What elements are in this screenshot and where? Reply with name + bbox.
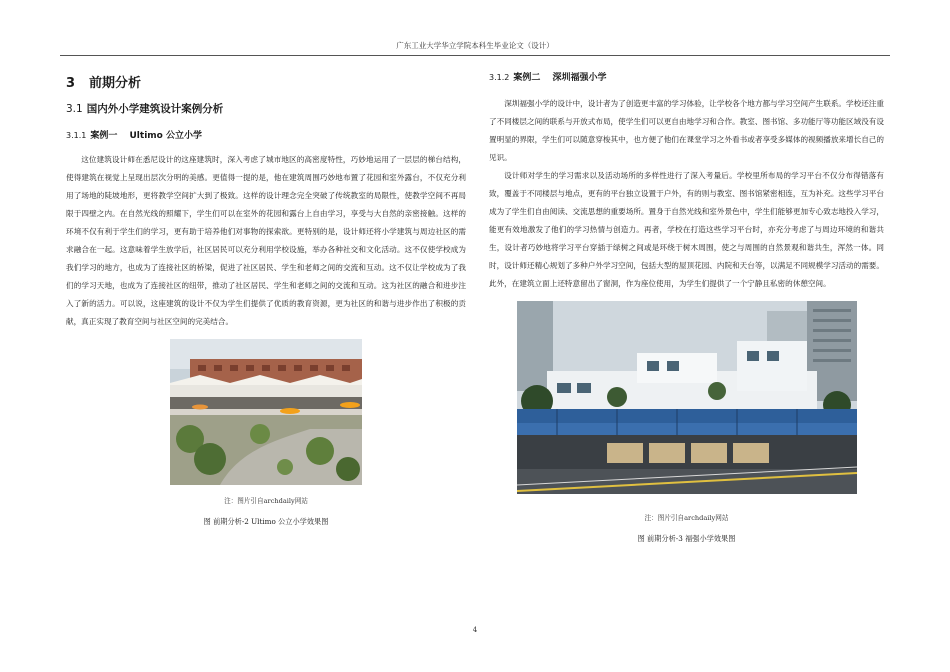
- left-column: [66, 64, 466, 527]
- chapter-heading: [66, 72, 466, 91]
- figure-caption: 图 前期分析-3 福强小学效果图: [637, 534, 736, 543]
- chapter-title: 前期分析: [89, 76, 142, 91]
- right-column: [489, 70, 884, 544]
- subsection-number: 3.1.1: [66, 131, 87, 140]
- body-paragraph: 这位建筑设计师在悉尼设计的这座建筑时，深入考虑了城市地区的高密度特性，巧妙地运用了一层层的梯台结构，使得建筑在视觉上呈现出层次分明的美感。更值得一提的是，他在建筑周围巧妙地布置了花园和室外露台，不仅充分利用了场地的陡坡地形，更将教学空间扩大到了极致。这样的设计理念完全突破了传统教室的局限性，使教学空间不再局限于四壁之内。在自然光线的照耀下，学生们可以在室外的花园和露台上自由学习，享受与大自然的亲密接触。这样的环境不仅有利于学生们的学习，更有助于培养他们对事物的探索欲。更特别的是，设计师还将小学建筑与周边社区的需求融合在一起。这意味着学生放学后，社区居民可以充分利用学校设施，举办各种社交和文化活动。这不仅使学校成为我们学习的地方，也成为了连接社区的桥梁，促进了社区居民、学生和老师之间的交流和互动。这不仅让学校成为了我们的学习天地，也成为了连接社区的纽带，推动了社区居民、学生和老师之间的交流和互动。这为社区的融合和进步注入了新的活力。可以说，这座建筑的设计不仅为学生们提供了优质的教育资源，更为社区的和谐与进步作出了积极的贡献，真正实现了教育空间与社区空间的完美结合。: [66, 155, 466, 326]
- subsection-title: 案例二 深圳福强小学: [513, 73, 607, 83]
- chapter-number: 3: [66, 76, 76, 91]
- figure-ultimo: [66, 339, 466, 527]
- page-number: 4: [472, 626, 478, 634]
- section-heading: [66, 101, 466, 116]
- subsection-number: 3.1.2: [489, 73, 510, 82]
- figure-note: 注：图片引自archdaily网站: [224, 497, 308, 505]
- figure-fuqiang: [489, 301, 884, 544]
- section-title: 国内外小学建筑设计案例分析: [86, 103, 224, 115]
- figure-caption: 图 前期分析-2 Ultimo 公立小学效果图: [203, 517, 329, 526]
- figure-note: 注：图片引自archdaily网站: [644, 514, 729, 522]
- subsection-heading-2: [489, 70, 884, 83]
- ultimo-school-photo: [170, 339, 362, 485]
- fuqiang-school-photo: [517, 301, 857, 494]
- running-header: 广东工业大学华立学院本科生毕业论文（设计）: [60, 40, 890, 56]
- section-number: 3.1: [66, 103, 83, 115]
- subsection-title: 案例一 Ultimo 公立小学: [90, 131, 202, 141]
- subsection-heading-1: [66, 128, 466, 141]
- body-paragraph-1: 深圳福强小学的设计中，设计者为了创造更丰富的学习体验，让学校各个地方都与学习空间产生联系。学校还注重了不同楼层之间的联系与开放式布局，使学生们可以更自由地学习和合作。教室、图书馆、多功能厅等功能区域没有设置明显的界限，学生们可以随意穿梭其中，也方便了他们在课堂学习之外看书或者享受多媒体的视频播放来增长自己的见识。: [489, 99, 884, 162]
- body-paragraph-2: 设计师对学生的学习需求以及活动场所的多样性进行了深入考量后。学校里所布局的学习平台不仅分布得错落有致，覆盖于不同楼层与地点，更有的平台独立设置于户外，有的则与教室、图书馆紧密相连，互为补充。这些学习平台成为了学生们自由阅读、交流思想的重要场所。置身于自然光线和室外景色中，学生们能够更加专心致志地投入学习，能更有效地激发了他们的学习热情与创造力。再者，学校在打造这些学习平台时，亦充分考虑了与周边环境的和谐共生，设计者巧妙地将学习平台穿插于绿树之间或是环绕于树木周围，使之与周围的自然景观和谐共生，浑然一体。同时，设计师还精心规划了多种户外学习空间，包括大型的屋顶花园、内院和天台等，以满足不同规模学习活动的需要。此外，在建筑立面上还特意留出了窗洞，作为座位使用，为学生们提供了一个宁静且私密的休憩空间。: [489, 171, 884, 288]
